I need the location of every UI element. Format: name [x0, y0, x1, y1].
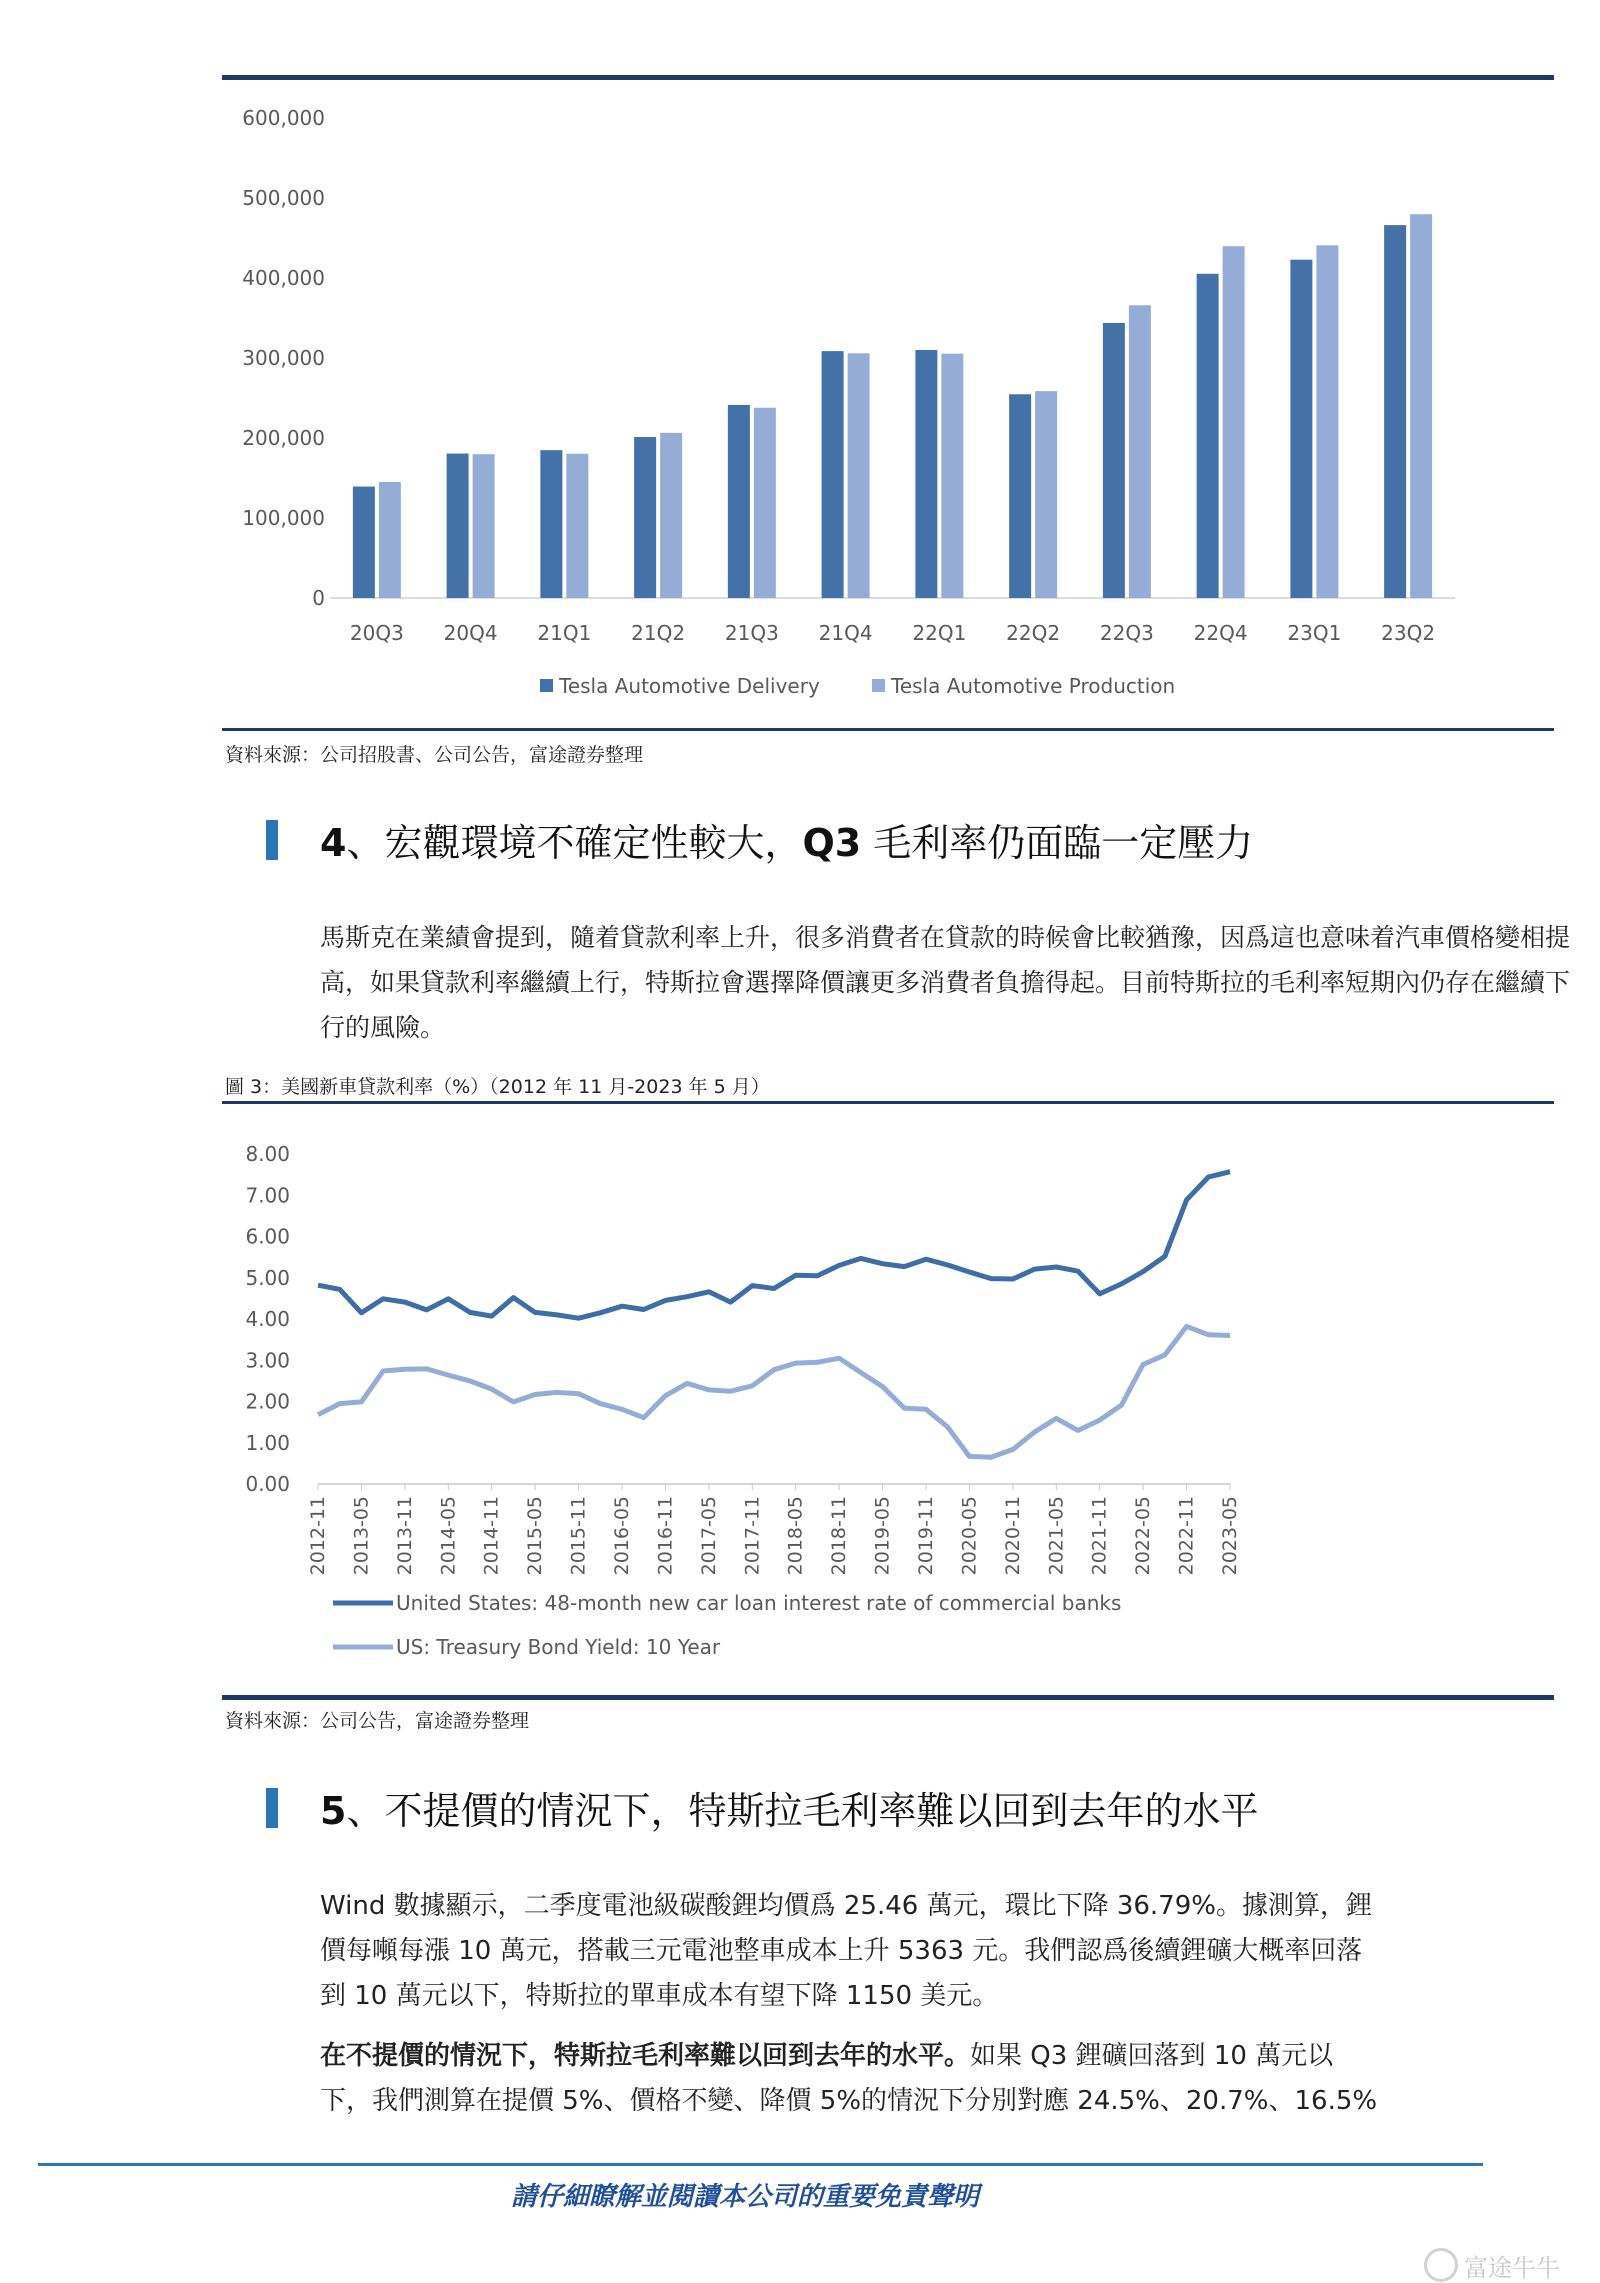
us-loan-rate-line-chart	[0, 1104, 1600, 1694]
y-tick-label: 8.00	[245, 1142, 290, 1166]
x-tick-label: 2014-11	[480, 1496, 503, 1576]
x-tick-label: 2013-11	[393, 1496, 416, 1576]
bar-delivery	[1009, 394, 1031, 598]
bar-production	[1129, 305, 1151, 598]
x-tick-label: 23Q1	[1287, 621, 1342, 645]
x-tick-label: 2021-05	[1045, 1496, 1068, 1576]
x-tick-label: 2022-11	[1175, 1496, 1198, 1576]
legend-label: Tesla Automotive Delivery	[559, 674, 820, 698]
x-tick-label: 23Q2	[1381, 621, 1436, 645]
x-tick-label: 2019-05	[871, 1496, 894, 1576]
bar-production	[1410, 214, 1432, 598]
series-line-car-loan-rate	[318, 1172, 1230, 1319]
section5-number: 5	[320, 1789, 347, 1833]
bar-delivery	[1103, 323, 1125, 598]
section5-paragraph1: Wind 數據顯示，二季度電池級碳酸鋰均價爲 25.46 萬元，環比下降 36.79%。據測算，鋰價每噸每漲 10 萬元，搭載三元電池整車成本上升 5363 元。我們認爲後續鋰礦大概率回落到 10 萬元以下，特斯拉的單車成本有望下降 1150 美元。	[320, 1891, 1372, 2011]
y-tick-label: 100,000	[242, 506, 325, 530]
legend-label: United States: 48-month new car loan interest rate of commercial banks	[396, 1591, 1122, 1615]
bar-production	[379, 482, 401, 598]
y-tick-label: 5.00	[245, 1265, 290, 1290]
x-tick-label: 22Q4	[1193, 621, 1248, 645]
x-tick-label: 20Q3	[349, 621, 404, 645]
bar-delivery	[447, 454, 469, 598]
x-tick-label: 2017-05	[697, 1496, 720, 1576]
bar-production	[848, 353, 870, 598]
bar-delivery	[540, 450, 562, 598]
bar-production	[1316, 245, 1338, 598]
x-tick-label: 21Q4	[818, 621, 873, 645]
x-tick-label: 2018-05	[784, 1496, 807, 1576]
x-tick-label: 2016-05	[611, 1496, 633, 1576]
x-tick-label: 22Q3	[1099, 621, 1154, 645]
legend-swatch	[872, 679, 885, 692]
x-tick-label: 2014-05	[437, 1496, 460, 1576]
section4-title-pre: 、宏觀環境不確定性較大，	[346, 821, 803, 865]
x-tick-label: 22Q2	[1006, 621, 1061, 645]
y-tick-label: 500,000	[242, 186, 325, 210]
bar-production	[754, 408, 776, 598]
bar-delivery	[1197, 274, 1219, 598]
section5-title-text: 、不提價的情況下，特斯拉毛利率難以回到去年的水平	[346, 1789, 1259, 1833]
bar-delivery	[634, 437, 656, 598]
bar-production	[660, 433, 682, 598]
x-tick-label: 2019-11	[915, 1496, 937, 1576]
section4-paragraph: 馬斯克在業績會提到，隨着貸款利率上升，很多消費者在貸款的時候會比較猶豫，因爲這也意味着汽車價格變相提高，如果貸款利率繼續上行，特斯拉會選擇降價讓更多消費者負擔得起。目前特斯拉的毛利率短期內仍存在繼續下行的風險。	[320, 923, 1571, 1042]
y-tick-label: 4.00	[245, 1307, 290, 1331]
y-tick-label: 3.00	[245, 1348, 290, 1373]
bar-production	[941, 354, 963, 598]
section5-marker	[266, 1788, 278, 1828]
x-tick-label: 2013-05	[350, 1496, 373, 1576]
y-tick-label: 300,000	[242, 346, 325, 370]
x-tick-label: 21Q1	[537, 621, 592, 645]
legend-swatch	[540, 679, 553, 692]
x-tick-label: 22Q1	[912, 621, 967, 645]
bar-production	[473, 454, 495, 598]
x-tick-label: 2023-05	[1219, 1496, 1241, 1576]
bar-production	[566, 454, 588, 598]
x-tick-label: 2015-05	[524, 1496, 547, 1576]
y-tick-label: 0	[312, 586, 325, 610]
x-tick-label: 2016-11	[654, 1496, 677, 1576]
y-tick-label: 6.00	[245, 1224, 290, 1249]
bar-delivery	[915, 350, 937, 598]
x-tick-label: 2021-11	[1088, 1496, 1111, 1576]
section4-number: 4	[320, 821, 347, 865]
chart2-caption: 圖 3：美國新車貸款利率（%）（2012 年 11 月-2023 年 5 月）	[225, 1076, 770, 1098]
bar-delivery	[1290, 260, 1312, 598]
x-tick-label: 2017-11	[741, 1496, 764, 1576]
bar-production	[1223, 246, 1245, 598]
x-tick-label: 2012-11	[307, 1496, 329, 1576]
chart2-bottom-rule	[222, 1695, 1554, 1700]
series-line-treasury-yield	[318, 1326, 1230, 1457]
section4-marker	[266, 820, 278, 860]
section5-paragraph2-bold: 在不提價的情況下，特斯拉毛利率難以回到去年的水平。	[320, 2041, 971, 2071]
y-tick-label: 2.00	[245, 1389, 290, 1414]
x-tick-label: 2020-11	[1001, 1496, 1024, 1576]
x-tick-label: 2020-05	[958, 1496, 981, 1576]
chart1-bottom-rule	[222, 728, 1554, 731]
section4-title-bold: Q3	[802, 821, 862, 865]
futu-logo-icon	[1424, 2248, 1458, 2282]
y-tick-label: 1.00	[245, 1430, 290, 1455]
bar-delivery	[1384, 225, 1406, 598]
y-tick-label: 0.00	[245, 1472, 290, 1496]
x-tick-label: 21Q2	[631, 621, 686, 645]
x-tick-label: 2018-11	[828, 1496, 851, 1576]
bar-delivery	[822, 351, 844, 598]
section4-title-post: 毛利率仍面臨一定壓力	[861, 821, 1254, 865]
footer-rule	[38, 2163, 1483, 2166]
y-tick-label: 600,000	[242, 106, 325, 130]
legend-label: Tesla Automotive Production	[891, 674, 1176, 698]
y-tick-label: 200,000	[242, 426, 325, 450]
x-tick-label: 20Q4	[443, 621, 498, 645]
bar-delivery	[728, 405, 750, 598]
legend-label: US: Treasury Bond Yield: 10 Year	[396, 1635, 721, 1659]
section4-title	[320, 812, 1253, 867]
tesla-delivery-production-bar-chart	[0, 0, 1600, 730]
x-tick-label: 21Q3	[724, 621, 779, 645]
watermark-text: 富途牛牛	[1464, 2254, 1560, 2282]
bar-delivery	[353, 487, 375, 598]
section5-paragraph2	[320, 2034, 1380, 2124]
x-tick-label: 2015-11	[567, 1496, 590, 1576]
chart2-source: 資料來源：公司公告，富途證券整理	[225, 1710, 530, 1732]
x-tick-label: 2022-05	[1132, 1496, 1155, 1576]
section5-paragraph2-rest: 如果 Q3 鋰礦回落到 10 萬元以下，我們測算在提價 5%、價格不變、降價 5%的情況下分別對應 24.5%、20.7%、16.5%	[320, 2041, 1378, 2116]
y-tick-label: 400,000	[242, 266, 325, 290]
disclaimer-link[interactable]: 請仔細瞭解並閱讀本公司的重要免責聲明	[510, 2182, 979, 2212]
section5-title	[320, 1780, 1258, 1835]
y-tick-label: 7.00	[245, 1183, 290, 1208]
bar-production	[1035, 391, 1057, 598]
chart1-source: 資料來源：公司招股書、公司公告，富途證券整理	[225, 744, 644, 766]
